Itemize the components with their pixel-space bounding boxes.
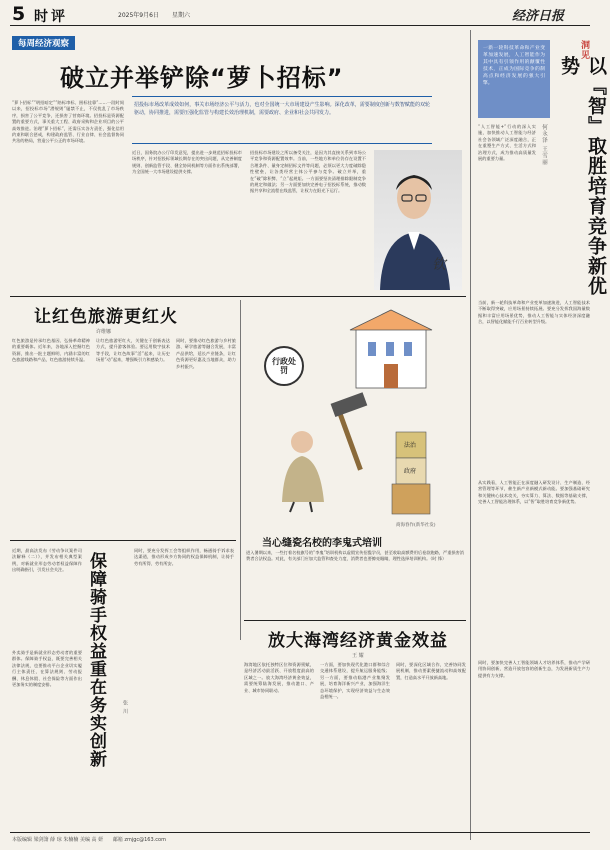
bay-headline: 放大海湾经济黄金效益 <box>268 631 448 651</box>
page-number: 5 <box>12 3 26 25</box>
rider-author: 张 川 <box>122 700 128 715</box>
side-body-2: 当前，新一轮科技革命和产业变革加速演进，人工智能技术不断取得突破，应用场景持续拓展。要充分发挥我国海量数据和丰富应用场景优势，推动人工智能与实体经济深度融合，以智能化赋能千行百业转型升级。 <box>478 300 590 325</box>
author-photo <box>374 150 462 290</box>
cartoon-svg <box>246 302 466 532</box>
lead-summary-box <box>132 96 432 144</box>
red-tourism-headline: 让红色旅游更红火 <box>34 307 178 327</box>
footer-rule <box>10 832 590 833</box>
side-note: 一新一轮科技革命和产业变革加速发展，人工智能作为其中具有引领作用的颠覆性技术，正成为国际竞争的制高点和经济发展的强大引擎。 <box>483 46 545 86</box>
rider-body-3: 同时，要充分发挥工会等组织作用，畅通骑手诉求表达渠道，推动形成多方协同的权益保障机制，让骑手劳有所得、劳有所安。 <box>134 548 234 566</box>
bay-body-1: 海湾地区依托独特区位和资源禀赋，是经济活动最活跃、开放程度最高的区域之一。放大海湾经济黄金效益，需要统筹陆海发展，推动港口、产业、城市协同联动。 <box>244 662 314 693</box>
footer-credits <box>12 836 166 843</box>
page-header <box>0 0 600 26</box>
cartoon-credit: 商海春作(新华社发) <box>396 523 436 528</box>
header-rule <box>10 25 590 26</box>
author-signature: 钦 <box>432 257 446 273</box>
cartoon-caption-title: 当心缝瓷名校的李鬼式培训 <box>262 538 382 549</box>
side-body-4: 同时，要加快完善人工智能领域人才培养体系，推动产学研用协同创新，营造开放包容的创新生态，为发展新质生产力提供有力支撑。 <box>478 660 590 678</box>
penalty-sign-text: 行政处罚 <box>272 357 296 375</box>
red-tourism-body-3: 同时，要推动红色旅游与乡村旅游、研学旅游等融合发展，丰富产品供给，延长产业链条，让红色资源更好惠及当地群众，助力乡村振兴。 <box>176 338 236 369</box>
bay-body-2: 一方面，要加快现代化港口群和综合交通体系建设，提升航运服务能级；另一方面，要推动临港产业集聚发展，培育海洋新兴产业，加强海洋生态环境保护，实现经济效益与生态效益相统一。 <box>320 662 390 700</box>
section-title: 时评 <box>34 9 68 25</box>
red-tourism-bottom-rule <box>10 540 236 541</box>
column-tag <box>12 36 75 50</box>
bay-body-3: 同时，要深化区域合作，完善协同发展机制，推动要素便捷流动和高效配置，打造高水平开放新高地。 <box>396 662 466 680</box>
side-note-box <box>478 40 550 118</box>
side-headline: 以『智』取胜培育竞争新优势 <box>558 56 607 296</box>
cartoon-caption-text: 进入暑期以来，一些打着名校旗号的“李鬼”培训机构以虚假宣传招揽学员，甚至收取高额费用后卷款跑路，严重损害消费者合法权益。对此，有关部门应加大监管和查处力度，消费者也要擦亮眼睛，理性选择培训机构。（时 锋） <box>246 550 464 562</box>
book-label-law: 法治 <box>404 442 417 449</box>
lead-body-col3: 招投标市场建设之所以备受关注，是因为其直接关系到市场公平竞争和资源配置效率。当前，一些地方和单位仍存在设置不合理条件、量身定制招标文件等问题，必须以更大力度破除隐性壁垒，让各类经营主体公平参与竞争。破立并举，重在“破”除积弊、“立”起规矩。一方面要坚决清理排除限制竞争的规定和做法；另一方面要加快完善电子招投标系统，推动数据共享和全流程在线监管，让权力在阳光下运行。 <box>250 150 366 194</box>
penalty-sign <box>264 346 304 386</box>
lead-body-col2: 近日，国务院办公厅印发意见，提出进一步规范招标投标市场秩序，针对招投标领域长期存在的突出问题，从完善制度规则、创新监管手段、健全协同机制等方面作出系统部署，为全国统一大市场建设提供支撑。 <box>132 150 242 175</box>
bay-author: 王 耀 <box>352 653 364 659</box>
cartoon-illustration <box>246 302 466 532</box>
rider-headline: 保障骑手权益重在务实创新 <box>86 552 106 768</box>
rider-body-1: 近期，最高法发布《劳动争议案件司法解释（二）》，并发布相关典型案例，对新就业形态劳动者权益保障作出明确指引，引发社会关注。 <box>12 548 82 573</box>
book-label-gov: 政府 <box>404 468 417 475</box>
side-column-tag: 洞见 <box>579 40 589 60</box>
side-author: 何永泽 王雪丽 <box>541 124 547 166</box>
issue-date: 2025年9月6日 <box>118 12 159 19</box>
masthead-logo: 经济日报 <box>512 9 565 24</box>
column-tag-label: 每周经济观察 <box>18 39 70 49</box>
cartoon-divider <box>240 300 241 640</box>
lead-bottom-rule <box>10 296 466 297</box>
footer-editors: 本版编辑 梁剑箫 薛 琼 朱楠楠 美编 高 妍 <box>12 837 104 843</box>
side-divider <box>470 30 471 840</box>
author-portrait-svg <box>374 150 462 290</box>
lead-headline: 破立并举铲除“萝卜招标” <box>60 64 344 92</box>
side-body-3: 从实践看，人工智能正在深度融入研发设计、生产制造、经营管理等环节，催生新产业新模式新动能。要加强基础研究和关键核心技术攻关，夯实算力、算法、数据等基础支撑，完善人工智能治理体系，以“智”取胜培育竞争新优势。 <box>478 480 590 505</box>
rider-body-2: 外卖骑手是新就业形态劳动者的重要群体。保障骑手权益，既要完善相关法律法规，也要推动平台企业切实履行主体责任，在算法规则、劳动报酬、休息休假、社会保险等方面作出更加务实的制度安排。 <box>12 650 82 688</box>
lead-body-col1: “萝卜招标”“明招暗定”“陪标串标、围标挂靠”……一段时间以来，招投标市场“潜规则”屡禁不止，不仅扰乱了市场秩序，损害了公平竞争，还损害了营商环境。招投标是资源配置的重要方式，事关重大工程、政府采购和企业项目的公平高效推进。治理“萝卜招标”，还需压实各方责任，强化信用约束和联合惩戒，构建政府监管、行业自律、社会监督协同共治的格局，营造公平公正的市场环境。 <box>12 100 124 144</box>
lead-summary: 招投标市场改革成效如何，事关市场经济公平与活力，也对全国统一大市场建设产生影响。深化改革，需要制度创新与数智赋能的双轮驱动，协同推进，需要压强化监管与构建长效治理机制，需要政府、企业和社会共同发力。 <box>134 102 430 116</box>
bay-top-rule <box>244 620 466 621</box>
side-body-1: “人工智能+”行动的深入实施，加快推动人工智能与经济社会各领域广泛深度融合，正在重塑生产方式、生活方式和治理方式，成为推动高质量发展的重要力量。 <box>478 124 536 162</box>
red-tourism-body-1: 红色旅游是传承红色基因、弘扬革命精神的重要载体。近年来，各地深入挖掘红色资源，推出一批主题鲜明、内涵丰富的红色旅游线路和产品，红色旅游持续升温。 <box>12 338 90 363</box>
red-tourism-author: 许维娜 <box>96 329 112 335</box>
red-tourism-body-2: 让红色旅游更红火，关键在于创新表达方式，提升游客体验。要运用数字技术等手段，让红色故事“活”起来，让历史场景“动”起来，增强吸引力和感染力。 <box>96 338 170 363</box>
issue-weekday: 星期六 <box>172 12 191 19</box>
footer-email: 邮箱 zmjgc@163.com <box>112 837 166 843</box>
